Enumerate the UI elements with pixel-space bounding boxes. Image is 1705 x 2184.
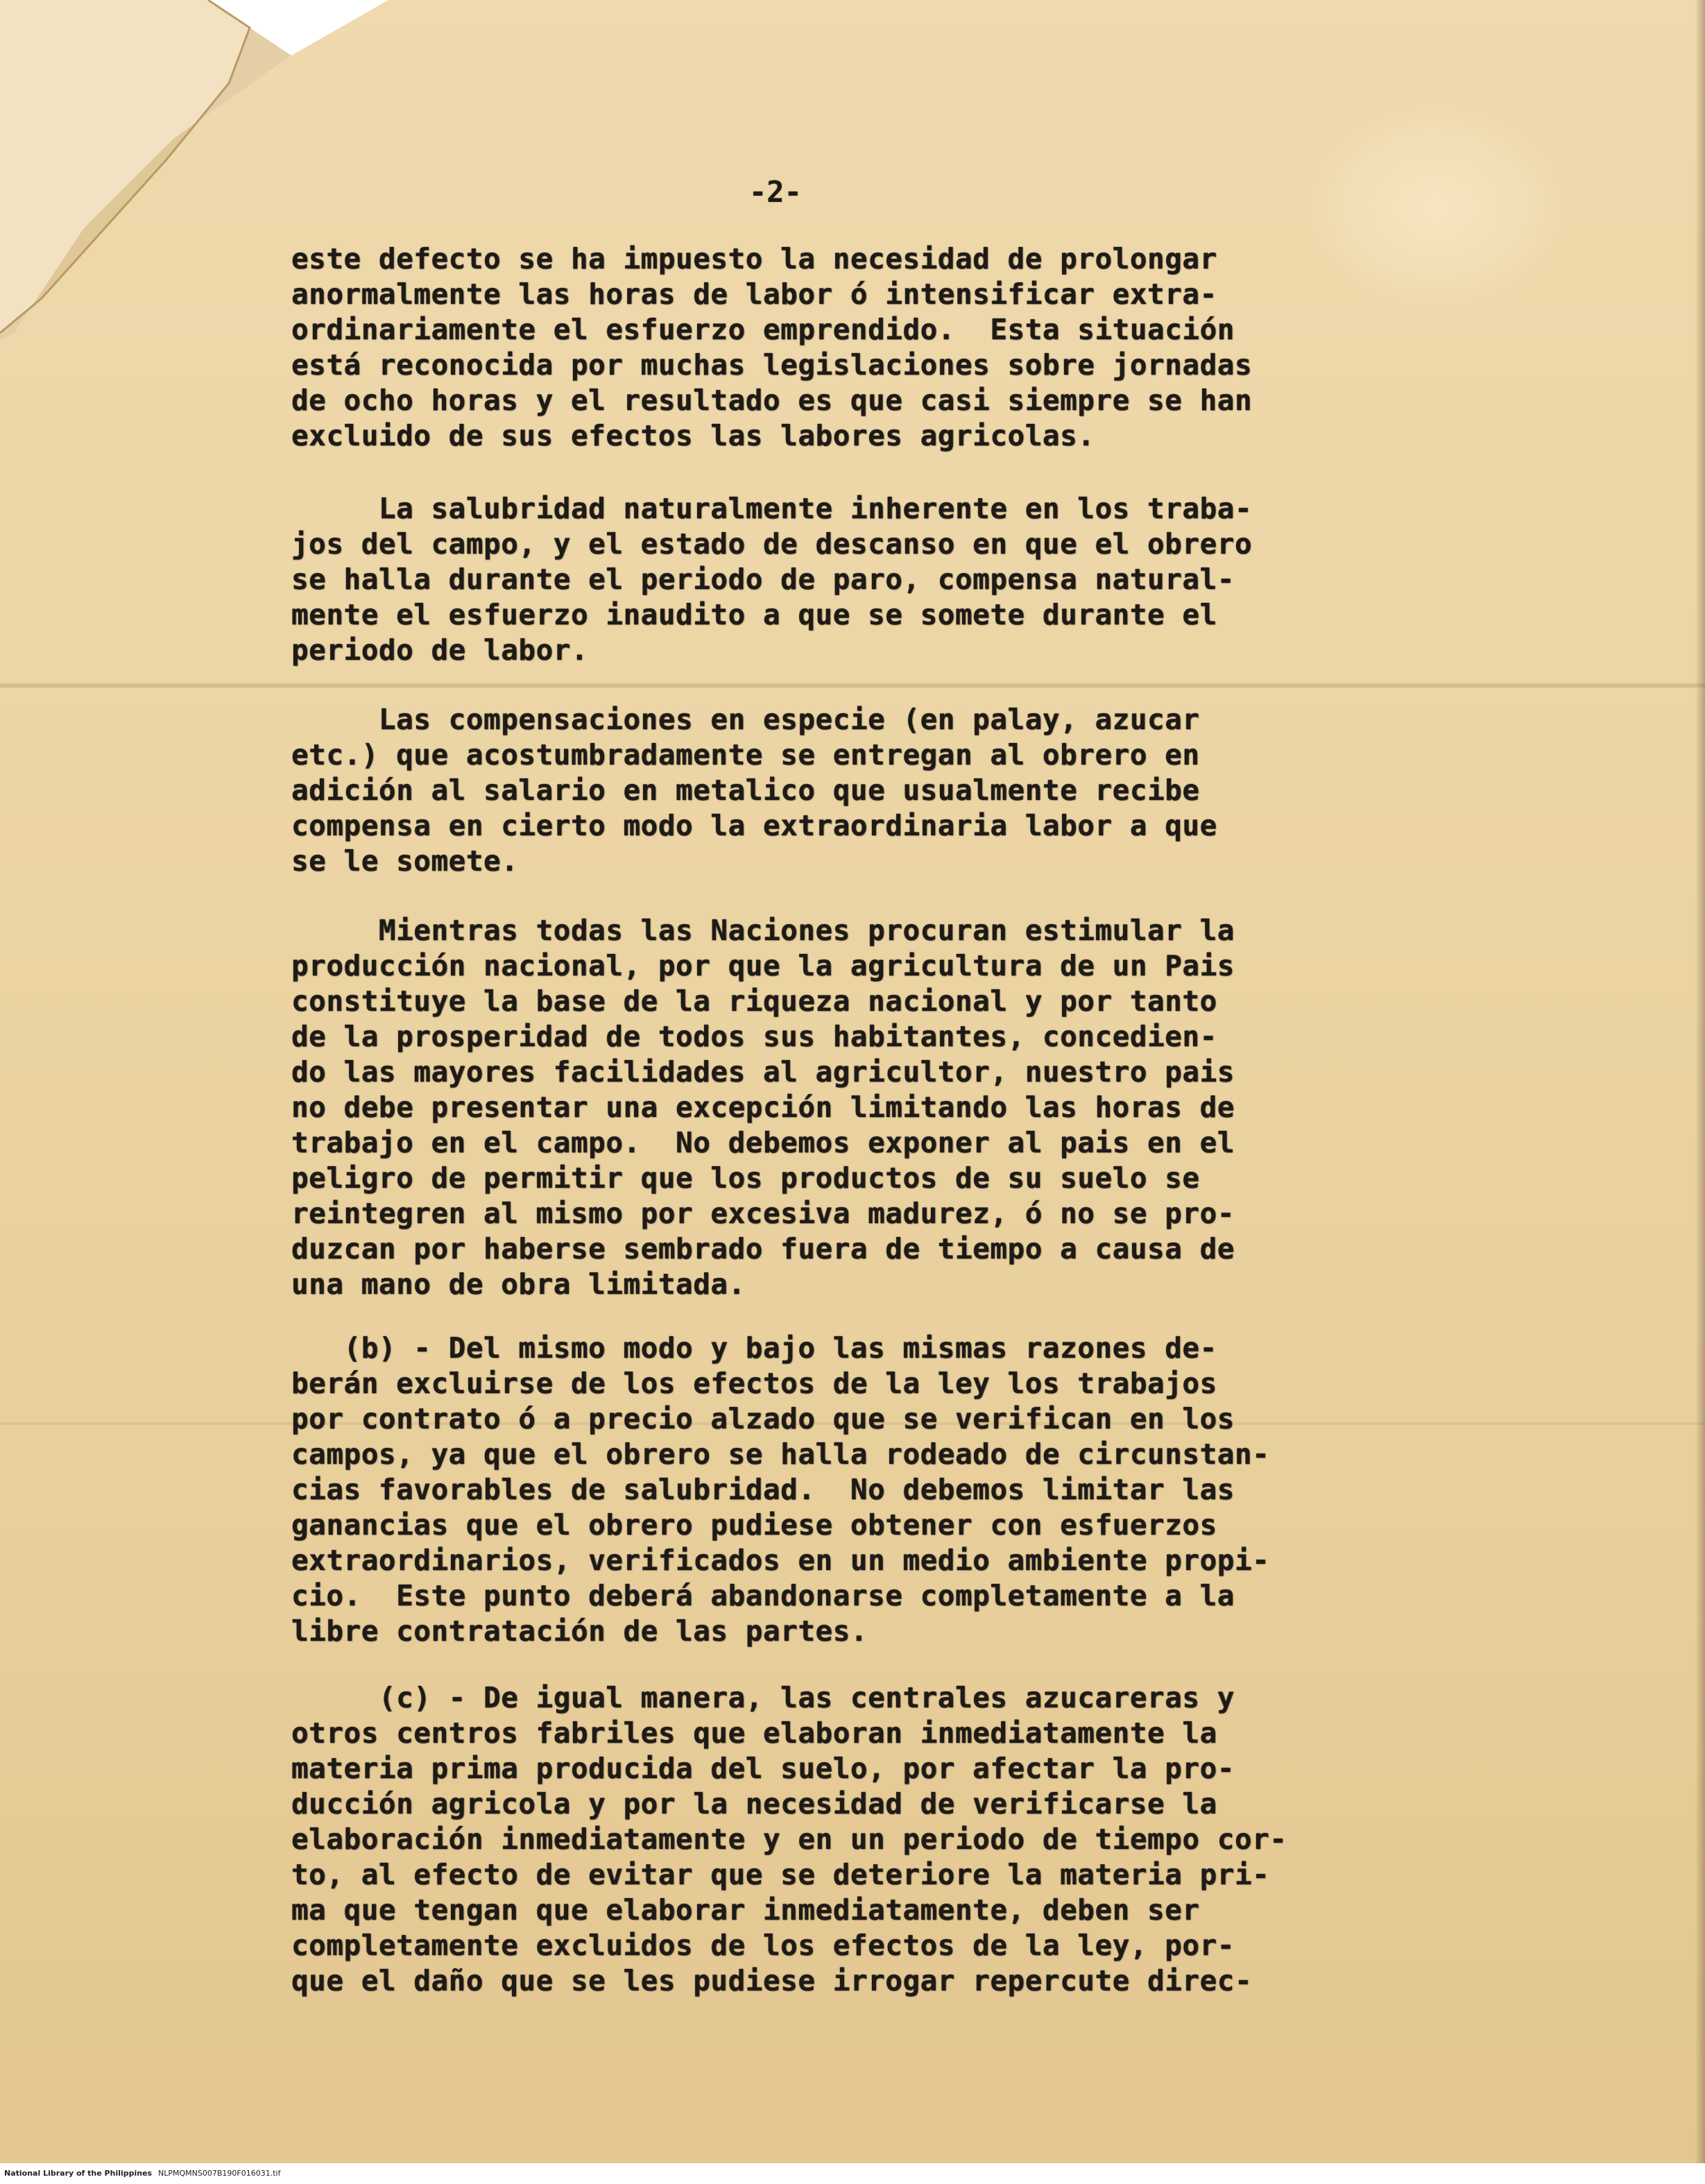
paragraph-1 — [291, 241, 1252, 454]
page-number: -2- — [749, 175, 802, 209]
text-line: mente el esfuerzo inaudito a que se somete durante el — [291, 598, 1217, 631]
text-line: completamente excluidos de los efectos de la ley, por- — [291, 1929, 1235, 1962]
paragraph-6 — [291, 1680, 1287, 1999]
embossed-seal — [1304, 104, 1568, 312]
text-line: no debe presentar una excepción limitando las horas de — [291, 1091, 1235, 1124]
paragraph-3 — [291, 702, 1217, 879]
text-line: se halla durante el periodo de paro, compensa natural- — [291, 563, 1235, 596]
text-line: excluido de sus efectos las labores agricolas. — [291, 419, 1095, 452]
paragraph-2 — [291, 491, 1252, 668]
scan-filename: NLPMQMNS007B190F016031.tif — [158, 2169, 281, 2178]
text-line: ganancias que el obrero pudiese obtener con esfuerzos — [291, 1508, 1217, 1542]
page-edge — [1695, 0, 1705, 2163]
text-line: trabajo en el campo. No debemos exponer al pais en el — [291, 1126, 1235, 1159]
library-credit: National Library of the Philippines — [4, 2169, 153, 2178]
text-line: ma que tengan que elaborar inmediatamente, deben ser — [291, 1893, 1200, 1927]
text-line: campos, ya que el obrero se halla rodeado de circunstan- — [291, 1437, 1270, 1471]
text-line: libre contratación de las partes. — [291, 1614, 868, 1648]
paragraph-4 — [291, 913, 1235, 1302]
text-line: berán excluirse de los efectos de la ley los trabajos — [291, 1367, 1217, 1400]
text-line: compensa en cierto modo la extraordinaria labor a que — [291, 809, 1217, 842]
scan-footer — [0, 2163, 1705, 2184]
text-line: jos del campo, y el estado de descanso en que el obrero — [291, 527, 1253, 561]
text-line: se le somete. — [291, 844, 519, 878]
text-line: materia prima producida del suelo, por afectar la pro- — [291, 1752, 1235, 1785]
text-line: que el daño que se les pudiese irrogar repercute direc- — [291, 1964, 1253, 1997]
text-line: to, al efecto de evitar que se deteriore la materia pri- — [291, 1858, 1270, 1891]
text-line: adición al salario en metalico que usualmente recibe — [291, 774, 1200, 807]
text-line: este defecto se ha impuesto la necesidad de prolongar — [291, 242, 1217, 275]
text-line: La salubridad naturalmente inherente en los traba- — [291, 492, 1253, 525]
text-line: etc.) que acostumbradamente se entregan al obrero en — [291, 738, 1200, 771]
text-line: duzcan por haberse sembrado fuera de tiempo a causa de — [291, 1232, 1235, 1265]
text-line: está reconocida por muchas legislaciones sobre jornadas — [291, 348, 1253, 382]
text-line: constituye la base de la riqueza nacional y por tanto — [291, 984, 1217, 1018]
paragraph-5 — [291, 1331, 1269, 1649]
text-line: de la prosperidad de todos sus habitantes, concedien- — [291, 1020, 1217, 1053]
text-line: (b) - Del mismo modo y bajo las mismas razones de- — [291, 1331, 1217, 1365]
text-line: ordinariamente el esfuerzo emprendido. Esta situación — [291, 313, 1235, 346]
text-line: do las mayores facilidades al agricultor, nuestro pais — [291, 1055, 1235, 1089]
text-line: Mientras todas las Naciones procuran estimular la — [291, 914, 1235, 947]
text-line: cias favorables de salubridad. No debemos limitar las — [291, 1473, 1235, 1506]
text-line: producción nacional, por que la agricultura de un Pais — [291, 949, 1235, 982]
text-line: reintegren al mismo por excesiva madurez, ó no se pro- — [291, 1197, 1235, 1230]
text-line: de ocho horas y el resultado es que casi siempre se han — [291, 384, 1253, 417]
text-line: (c) - De igual manera, las centrales azucareras y — [291, 1681, 1235, 1714]
text-line: Las compensaciones en especie (en palay, azucar — [291, 703, 1200, 736]
text-line: anormalmente las horas de labor ó intensificar extra- — [291, 278, 1217, 311]
paper-fold-line — [0, 683, 1705, 688]
text-line: elaboración inmediatamente y en un periodo de tiempo cor- — [291, 1823, 1287, 1856]
text-line: cio. Este punto deberá abandonarse completamente a la — [291, 1579, 1235, 1612]
text-line: por contrato ó a precio alzado que se verifican en los — [291, 1402, 1235, 1435]
text-line: otros centros fabriles que elaboran inmediatamente la — [291, 1716, 1217, 1750]
text-line: ducción agricola y por la necesidad de verificarse la — [291, 1787, 1217, 1820]
text-line: extraordinarios, verificados en un medio ambiente propi- — [291, 1544, 1270, 1577]
text-line: periodo de labor. — [291, 633, 589, 667]
text-line: peligro de permitir que los productos de su suelo se — [291, 1161, 1200, 1195]
text-line: una mano de obra limitada. — [291, 1268, 746, 1301]
